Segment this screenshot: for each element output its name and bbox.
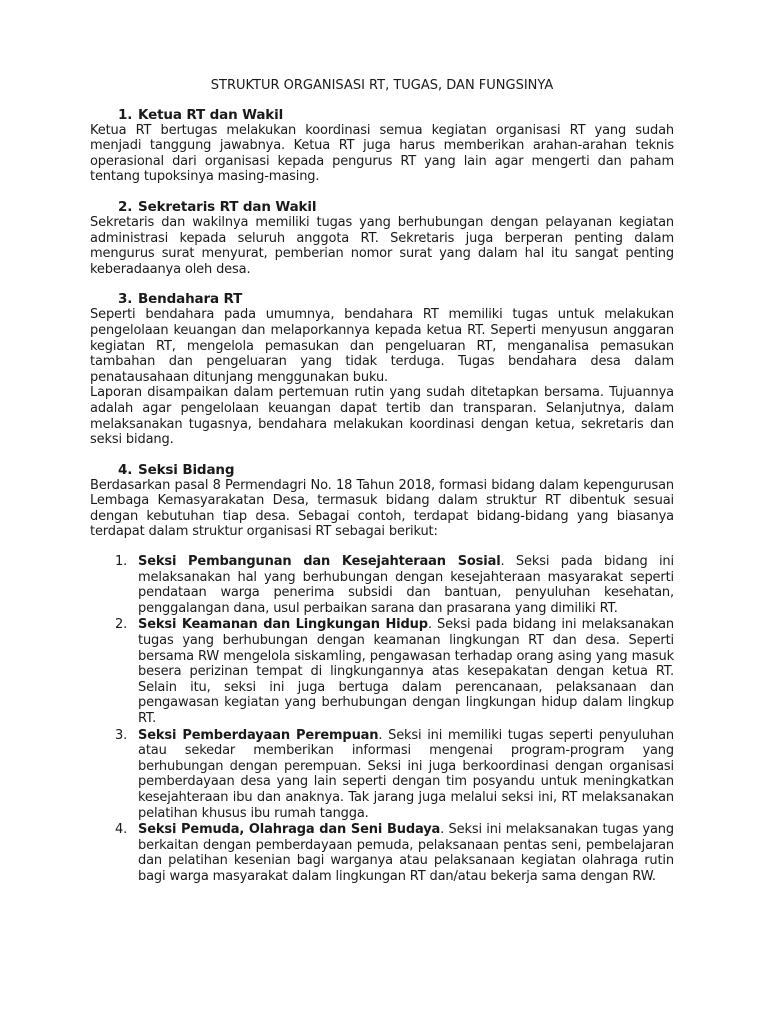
section-heading [90, 291, 674, 307]
section-bendahara-rt [90, 291, 674, 447]
list-item-title: Seksi Keamanan dan Lingkungan Hidup [138, 617, 428, 633]
list-item-number: 1. [115, 554, 128, 570]
section-title: Sekretaris RT dan Wakil [138, 198, 317, 215]
list-item-content [138, 728, 674, 822]
section-body [90, 307, 674, 447]
paragraph: Seperti bendahara pada umumnya, bendahara RT memiliki tugas untuk melakukan pengelolaan keuangan dan melaporkannya kepada ketua RT. Seperti menyusun anggaran kegiatan RT, mengelola pemasukan dan pengeluaran RT, menganalisa pemasukan tambahan dan pengeluaran yang tidak terduga. Tugas bendahara desa dalam penatausahaan ditunjang menggunakan buku. [90, 307, 674, 385]
list-item-title: Seksi Pemberdayaan Perempuan [138, 727, 379, 743]
list-item-text: . Seksi ini melaksanakan tugas yang berkaitan dengan pemberdayaan pemuda, pelaksanaan pentas seni, pembelajaran dan pelatihan kesenian bagi warganya atau pelaksanaan kegiatan olahraga rutin bagi warga masyarakat dalam lingkungan RT dan/atau bekerja sama dengan RW. [138, 822, 674, 884]
paragraph: Ketua RT bertugas melakukan koordinasi semua kegiatan organisasi RT yang sudah menjadi tanggung jawabnya. Ketua RT juga harus memberikan arahan-arahan teknis operasional dari organisasi kepada pengurus RT yang lain agar mengerti dan paham tentang tupoksinya masing-masing. [90, 122, 674, 185]
list-item-content [138, 617, 674, 726]
list-item-number: 4. [115, 822, 128, 838]
list-item-title: Seksi Pemuda, Olahraga dan Seni Budaya [138, 822, 441, 838]
section-title: Seksi Bidang [138, 461, 235, 478]
section-body [90, 215, 674, 277]
section-heading [90, 199, 674, 215]
section-number: 1. [118, 106, 133, 123]
list-item [90, 554, 674, 616]
list-item [90, 617, 674, 726]
section-body [90, 478, 674, 540]
list-item-title: Seksi Pembangunan dan Kesejahteraan Sosial [138, 554, 501, 570]
section-number: 4. [118, 461, 133, 478]
list-item-content [138, 554, 674, 616]
section-heading [90, 107, 674, 123]
list-item-text: . Seksi ini memiliki tugas seperti penyuluhan atau sekedar memberikan informasi mengenai program-program yang berhubungan dengan perempuan. Seksi ini juga berkoordinasi dengan organisasi pemberdayaan desa yang lain seperti dengan tim posyandu untuk meningkatkan kesejahteraan ibu dan anaknya. Tak jarang juga melalui seksi ini, RT melaksanakan pelatihan khusus ibu rumah tangga. [138, 727, 674, 821]
section-body [90, 123, 674, 185]
document-page [90, 78, 674, 899]
section-ketua-rt [90, 107, 674, 185]
paragraph: Sekretaris dan wakilnya memiliki tugas yang berhubungan dengan pelayanan kegiatan administrasi kepada seluruh anggota RT. Sekretaris juga berperan penting dalam mengurus surat menyurat, pemberian nomor surat yang dalam hal itu sangat penting keberadaanya oleh desa. [90, 214, 674, 277]
paragraph: Laporan disampaikan dalam pertemuan rutin yang sudah ditetapkan bersama. Tujuannya adalah agar pengelolaan keuangan dapat tertib dan transparan. Selanjutnya, dalam melaksanakan tugasnya, bendahara melakukan koordinasi dengan ketua, sekretaris dan seksi bidang. [90, 385, 674, 448]
list-item-number: 3. [115, 727, 128, 743]
list-item [90, 822, 674, 884]
list-item-number: 2. [115, 617, 128, 633]
section-seksi-bidang [90, 462, 674, 885]
document-title: STRUKTUR ORGANISASI RT, TUGAS, DAN FUNGSINYA [210, 78, 554, 93]
section-title: Bendahara RT [138, 291, 243, 308]
list-item-content [138, 822, 674, 884]
seksi-list [90, 554, 674, 884]
section-heading [90, 462, 674, 478]
section-number: 3. [118, 291, 133, 308]
list-item-text: . Seksi pada bidang ini melaksanakan hal yang berhubungan dengan kesejahteraan masyarakat seperti pendataan warga penerima subsidi dan bantuan, penyuluhan kesehatan, penggalangan dana, usul perbaikan sarana dan prasarana yang dimiliki RT. [138, 554, 674, 616]
section-title: Ketua RT dan Wakil [138, 106, 284, 123]
section-sekretaris-rt [90, 199, 674, 277]
section-number: 2. [118, 198, 133, 215]
list-item [90, 728, 674, 822]
paragraph: Berdasarkan pasal 8 Permendagri No. 18 Tahun 2018, formasi bidang dalam kepengurusan Lembaga Kemasyarakatan Desa, termasuk bidang dalam struktur RT dibentuk sesuai dengan kebutuhan tiap desa. Sebagai contoh, terdapat bidang-bidang yang biasanya terdapat dalam struktur organisasi RT sebagai berikut: [90, 477, 674, 540]
list-item-text: . Seksi pada bidang ini melaksanakan tugas yang berhubungan dengan keamanan lingkungan RT dan desa. Seperti bersama RW mengelola siskamling, pengawasan terhadap orang asing yang masuk besera perizinan tempat di lingkungannya atas kesepakatan dengan ketua RT. Selain itu, seksi ini juga bertuga dalam perencanaan, pelaksanaan dan pengawasan kegiatan yang berhubungan dengan lingkungan hidup dalam lingkup RT. [138, 617, 674, 726]
